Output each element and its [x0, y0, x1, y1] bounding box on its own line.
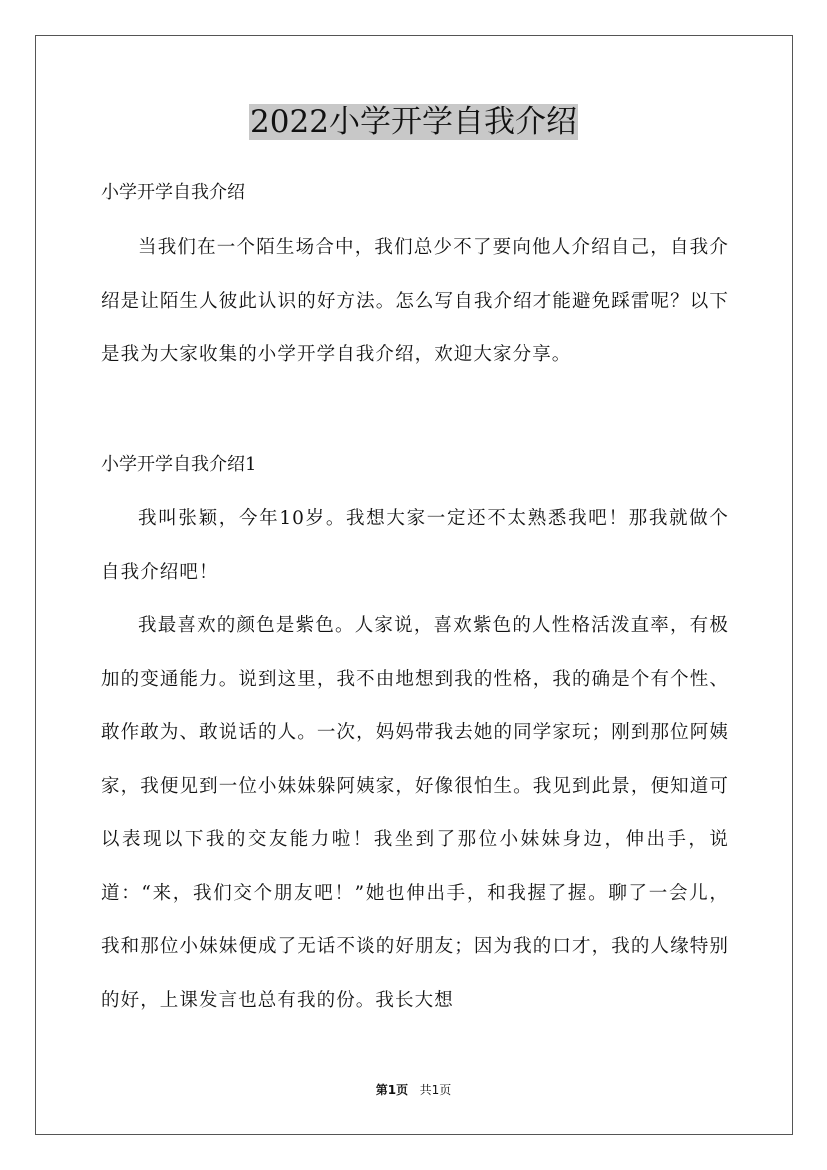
section1-heading: 小学开学自我介绍1: [101, 454, 257, 475]
document-title-text: 2022小学开学自我介绍: [250, 104, 577, 140]
intro-paragraph: 当我们在一个陌生场合中，我们总少不了要向他人介绍自己，自我介绍是让陌生人彼此认识的好方法。怎么写自我介绍才能避免踩雷呢？以下是我为大家收集的小学开学自我介绍，欢迎大家分享。: [101, 237, 729, 365]
intro-heading: 小学开学自我介绍: [101, 182, 245, 203]
page-number: 第1页: [375, 1083, 409, 1097]
page-total: 共1页: [419, 1083, 452, 1097]
section1-paragraph-1: 我叫张颖，今年10岁。我想大家一定还不太熟悉我吧！那我就做个自我介绍吧！: [101, 508, 729, 583]
document-title: [0, 100, 827, 144]
section1-paragraph-2: 我最喜欢的颜色是紫色。人家说，喜欢紫色的人性格活泼直率，有极加的变通能力。说到这里，我不由地想到我的性格，我的确是个有个性、敢作敢为、敢说话的人。一次，妈妈带我去她的同学家玩；刚到那位阿姨家，我便见到一位小妹妹躲阿姨家，好像很怕生。我见到此景，便知道可以表现以下我的交友能力啦！我坐到了那位小妹妹身边，伸出手，说道：“来，我们交个朋友吧！”她也伸出手，和我握了握。聊了一会儿，我和那位小妹妹便成了无话不谈的好朋友；因为我的口才，我的人缘特别的好，上课发言也总有我的份。我长大想: [101, 615, 729, 1011]
page-footer: [0, 1082, 827, 1098]
